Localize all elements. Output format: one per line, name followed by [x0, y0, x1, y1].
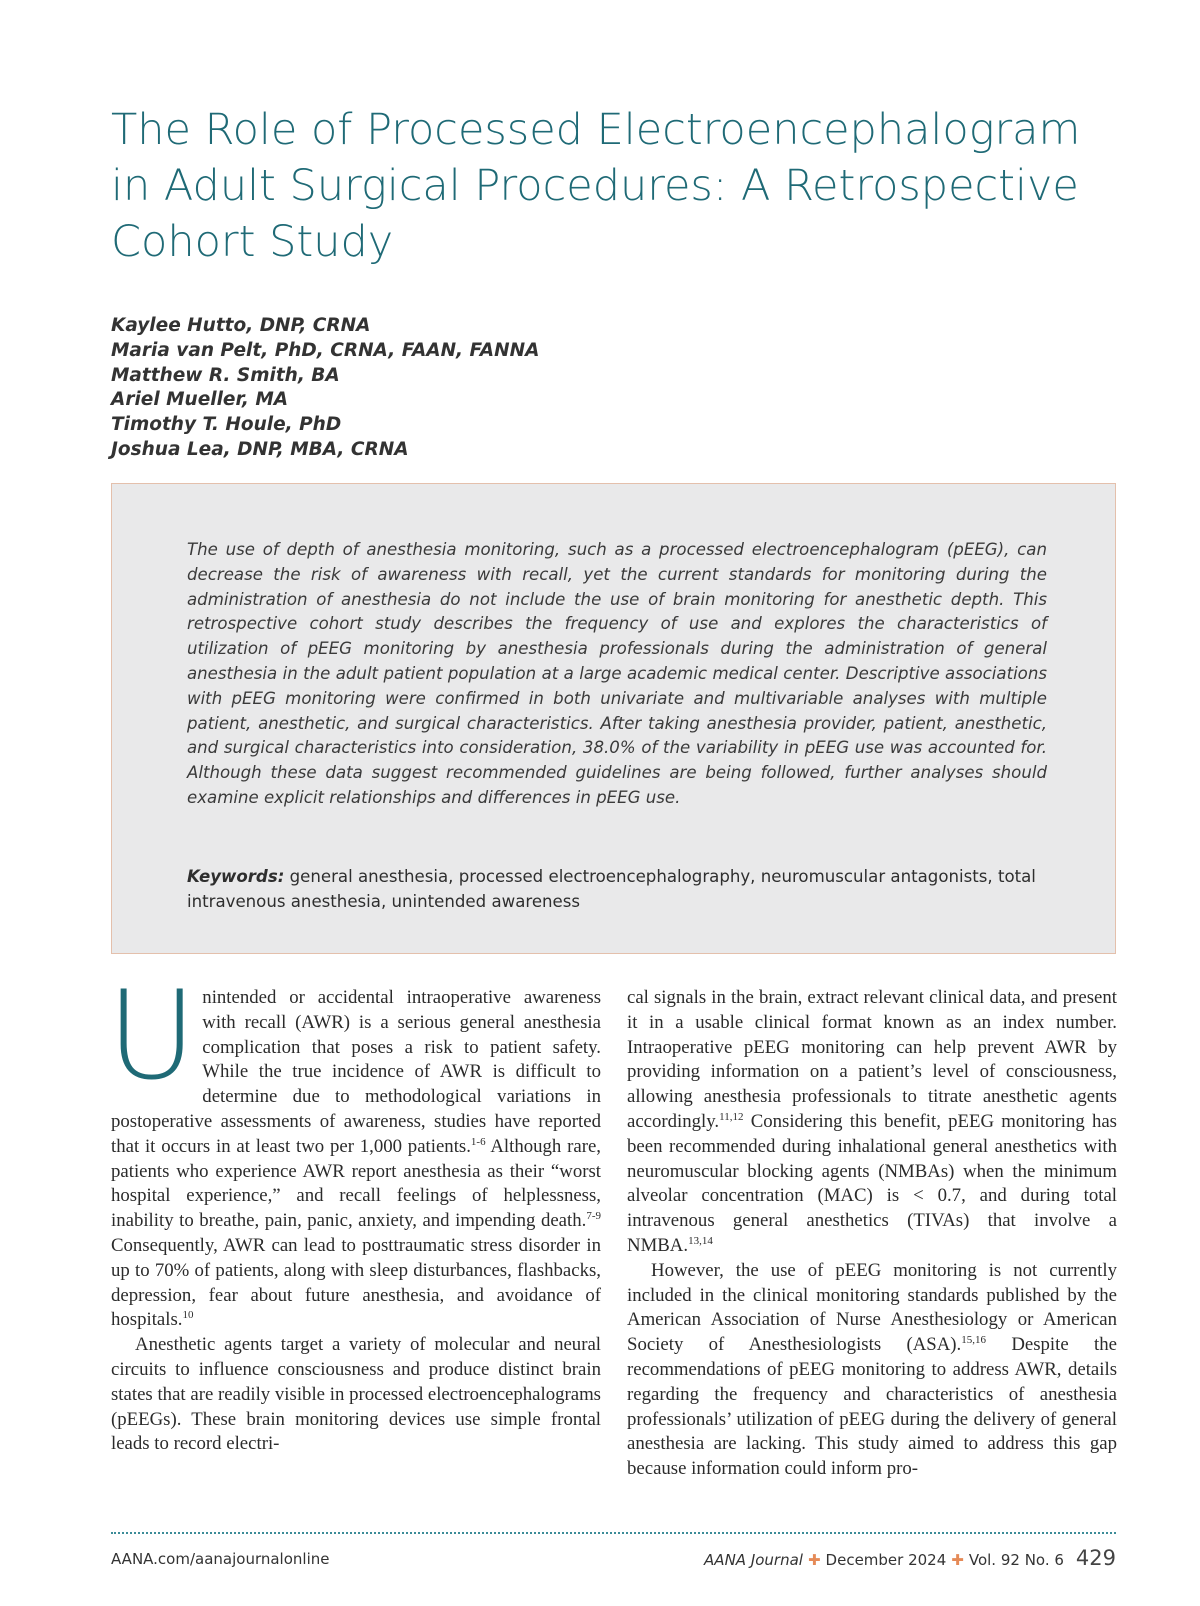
author-list — [111, 314, 811, 463]
issue-date: December 2024 — [825, 1551, 947, 1569]
body-paragraph — [627, 1259, 1117, 1482]
abstract-text: The use of depth of anesthesia monitoring, such as a processed electroencephalogram (pEEG), can decrease the risk of awareness with recall, yet the current standards for monitoring during the administration of anesthesia do not include the use of brain monitoring for anesthetic depth. This retrospective cohort study describes the frequency of use and explores the characteristics of utilization of pEEG monitoring by anesthesia professionals during the administration of general anesthesia in the adult patient population at a large academic medical center. Descriptive associations with pEEG monitoring were confirmed in both univariate and multivariable analyses with multiple patient, anesthetic, and surgical characteristics. After taking anesthesia provider, patient, anesthetic, and surgical characteristics into consideration, 38.0% of the variability in pEEG use was accounted for. Although these data suggest recommended guidelines are being followed, further analyses should examine explicit relationships and differences in pEEG use. — [187, 540, 1047, 807]
title-line: The Role of Processed Electroencephalogram — [111, 105, 1081, 155]
volume-issue: Vol. 92 No. 6 — [968, 1551, 1064, 1569]
body-text: However, the use of pEEG monitoring is not currently included in the clinical monitoring standards published by the American Association of Nurse Anesthesiology or American Society of Anesthesiologists (ASA). — [627, 1259, 1117, 1356]
body-column-left — [107, 965, 601, 1457]
body-text: Considering this benefit, pEEG monitoring has been recommended during inhalational general anesthetics with neuromuscular blocking agents (NMBAs) when the minimum alveolar concentration (MAC) is < 0.7, and during total intravenous general anesthetics (TIVAs) that involve a NMBA. — [627, 1110, 1117, 1256]
citation: 1-6 — [470, 1135, 486, 1148]
citation: 13,14 — [688, 1234, 713, 1247]
body-paragraph — [627, 986, 1117, 1259]
keywords — [187, 865, 1047, 915]
citation: 11,12 — [719, 1110, 744, 1123]
author: Matthew R. Smith, BA — [111, 364, 340, 386]
journal-name: AANA Journal — [704, 1551, 803, 1569]
footer-citation — [704, 1546, 1116, 1570]
cross-separator-icon: ✚ — [951, 1551, 964, 1569]
body-text: Despite the recommendations of pEEG monitoring to address AWR, details regarding the frequency and characteristics of anesthesia professionals’ utilization of pEEG during the delivery of general anesthesia are lacking. This study aimed to address this gap because information could inform pro- — [627, 1334, 1117, 1480]
citation: 7-9 — [586, 1210, 601, 1223]
body-text: cal signals in the brain, extract relevant clinical data, and present it in a usable clinical format known as an index number. Intraoperative pEEG monitoring can help prevent AWR by providing information on a patient’s level of consciousness, allowing anesthesia professionals to titrate anesthetic agents accordingly. — [627, 987, 1117, 1132]
drop-cap: U — [107, 965, 197, 1107]
body-text: Anesthetic agents target a variety of molecular and neural circuits to influence consciousness and produce distinct brain states that are readily visible in processed electroencephalograms (pEEGs). These brain monitoring devices use simple frontal leads to record electri- — [111, 1334, 601, 1455]
footer-website[interactable]: AANA.com/aanajournalonline — [111, 1550, 330, 1568]
author: Ariel Mueller, MA — [111, 389, 289, 411]
title-line: in Adult Surgical Procedures: A Retrospective — [111, 161, 1079, 211]
keywords-list: general anesthesia, processed electroencephalography, neuromuscular antagonists, total intravenous anesthesia, unintended awareness — [187, 867, 1036, 911]
author: Maria van Pelt, PhD, CRNA, FAAN, FANNA — [111, 339, 540, 361]
author: Timothy T. Houle, PhD — [111, 414, 342, 436]
body-text: Consequently, AWR can lead to posttraumatic stress disorder in up to 70% of patients, along with sleep disturbances, flashbacks, depression, fear about future anesthesia, and avoidance of hospitals. — [111, 1234, 601, 1331]
body-column-right — [627, 986, 1117, 1482]
body-text: nintended or accidental intraoperative awareness with recall (AWR) is a serious general anesthesia complication that poses a risk to patient safety. While the true incidence of AWR is difficult to determine due to methodological variations in postoperative assessments of awareness, studies have reported that it occurs in at least two per 1,000 patients. — [111, 987, 601, 1157]
page-number: 429 — [1075, 1546, 1116, 1570]
footer-divider — [111, 1532, 1116, 1534]
author: Joshua Lea, DNP, MBA, CRNA — [111, 438, 409, 460]
keywords-label: Keywords: — [187, 867, 285, 886]
abstract-box — [111, 483, 1116, 954]
article-title — [111, 102, 1121, 270]
body-text: Although rare, patients who experience AWR report anesthesia as their “worst hospital experience,” and recall feelings of helplessness, inability to breathe, pain, panic, anxiety, and impending death. — [111, 1135, 601, 1232]
citation: 10 — [182, 1309, 194, 1322]
cross-separator-icon: ✚ — [807, 1551, 821, 1569]
citation: 15,16 — [961, 1334, 986, 1347]
author: Kaylee Hutto, DNP, CRNA — [111, 315, 371, 336]
title-line: Cohort Study — [111, 217, 394, 267]
body-paragraph — [107, 965, 601, 1333]
body-paragraph — [111, 1333, 601, 1457]
